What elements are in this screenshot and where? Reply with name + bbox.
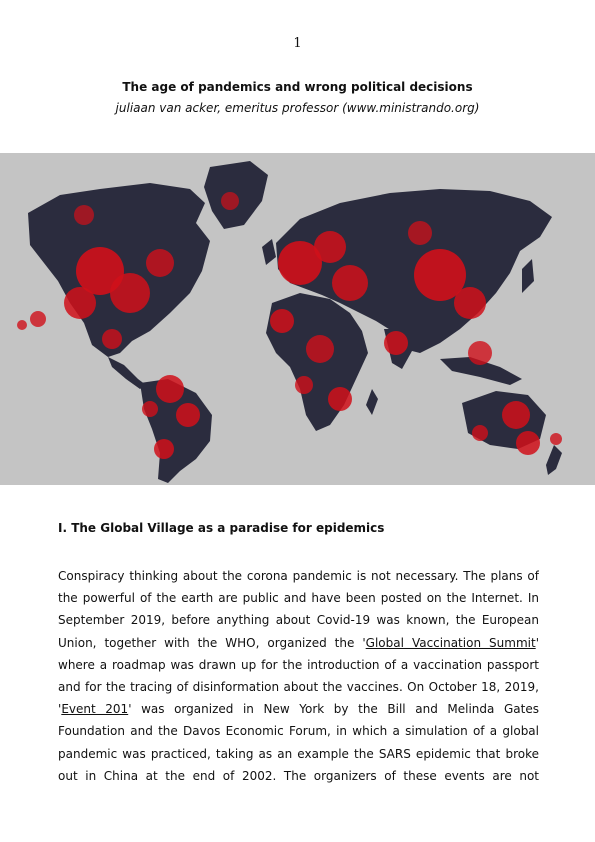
body-line [58, 654, 539, 676]
body-text-run: the powerful of the earth are public and have been posted on the Internet. In [58, 591, 539, 606]
body-text-run: ' [535, 635, 539, 650]
body-text-run: ' [58, 702, 62, 717]
body-line [58, 565, 539, 587]
body-line [58, 720, 539, 742]
body-line [58, 676, 539, 698]
body-text-run: ' was organized in New York by the Bill and Melinda Gates [128, 702, 539, 717]
body-line [58, 765, 539, 787]
body-text-run: September 2019, before anything about Covid-19 was known, the European [58, 613, 539, 628]
body-text-run: Union, together with the WHO, organized the ' [58, 635, 366, 650]
world-map-figure [0, 153, 595, 485]
document-title: The age of pandemics and wrong political decisions [122, 80, 473, 94]
body-text-run: Foundation and the Davos Economic Forum, in which a simulation of a global [58, 724, 539, 739]
page-number: 1 [293, 36, 302, 51]
world-map-image [0, 153, 595, 485]
body-line [58, 632, 539, 654]
body-text-run: where a roadmap was drawn up for the introduction of a vaccination passport [58, 657, 539, 672]
body-line [58, 743, 539, 765]
body-text-run: pandemic was practiced, taking as an example the SARS epidemic that broke [58, 746, 539, 761]
body-line [58, 609, 539, 631]
body-paragraph [58, 565, 539, 787]
body-line [58, 698, 539, 720]
inline-link[interactable]: Global Vaccination Summit [365, 635, 536, 650]
author-line: juliaan van acker, emeritus professor (www.ministrando.org) [115, 101, 480, 115]
section-heading: I. The Global Village as a paradise for epidemics [58, 521, 385, 535]
inline-link[interactable]: Event 201 [61, 702, 129, 717]
body-text-run: and for the tracing of disinformation about the vaccines. On October 18, 2019, [58, 680, 539, 695]
body-text-run: Conspiracy thinking about the corona pandemic is not necessary. The plans of [58, 569, 539, 583]
body-text-run: out in China at the end of 2002. The organizers of these events are not [58, 768, 539, 783]
body-line [58, 587, 539, 609]
